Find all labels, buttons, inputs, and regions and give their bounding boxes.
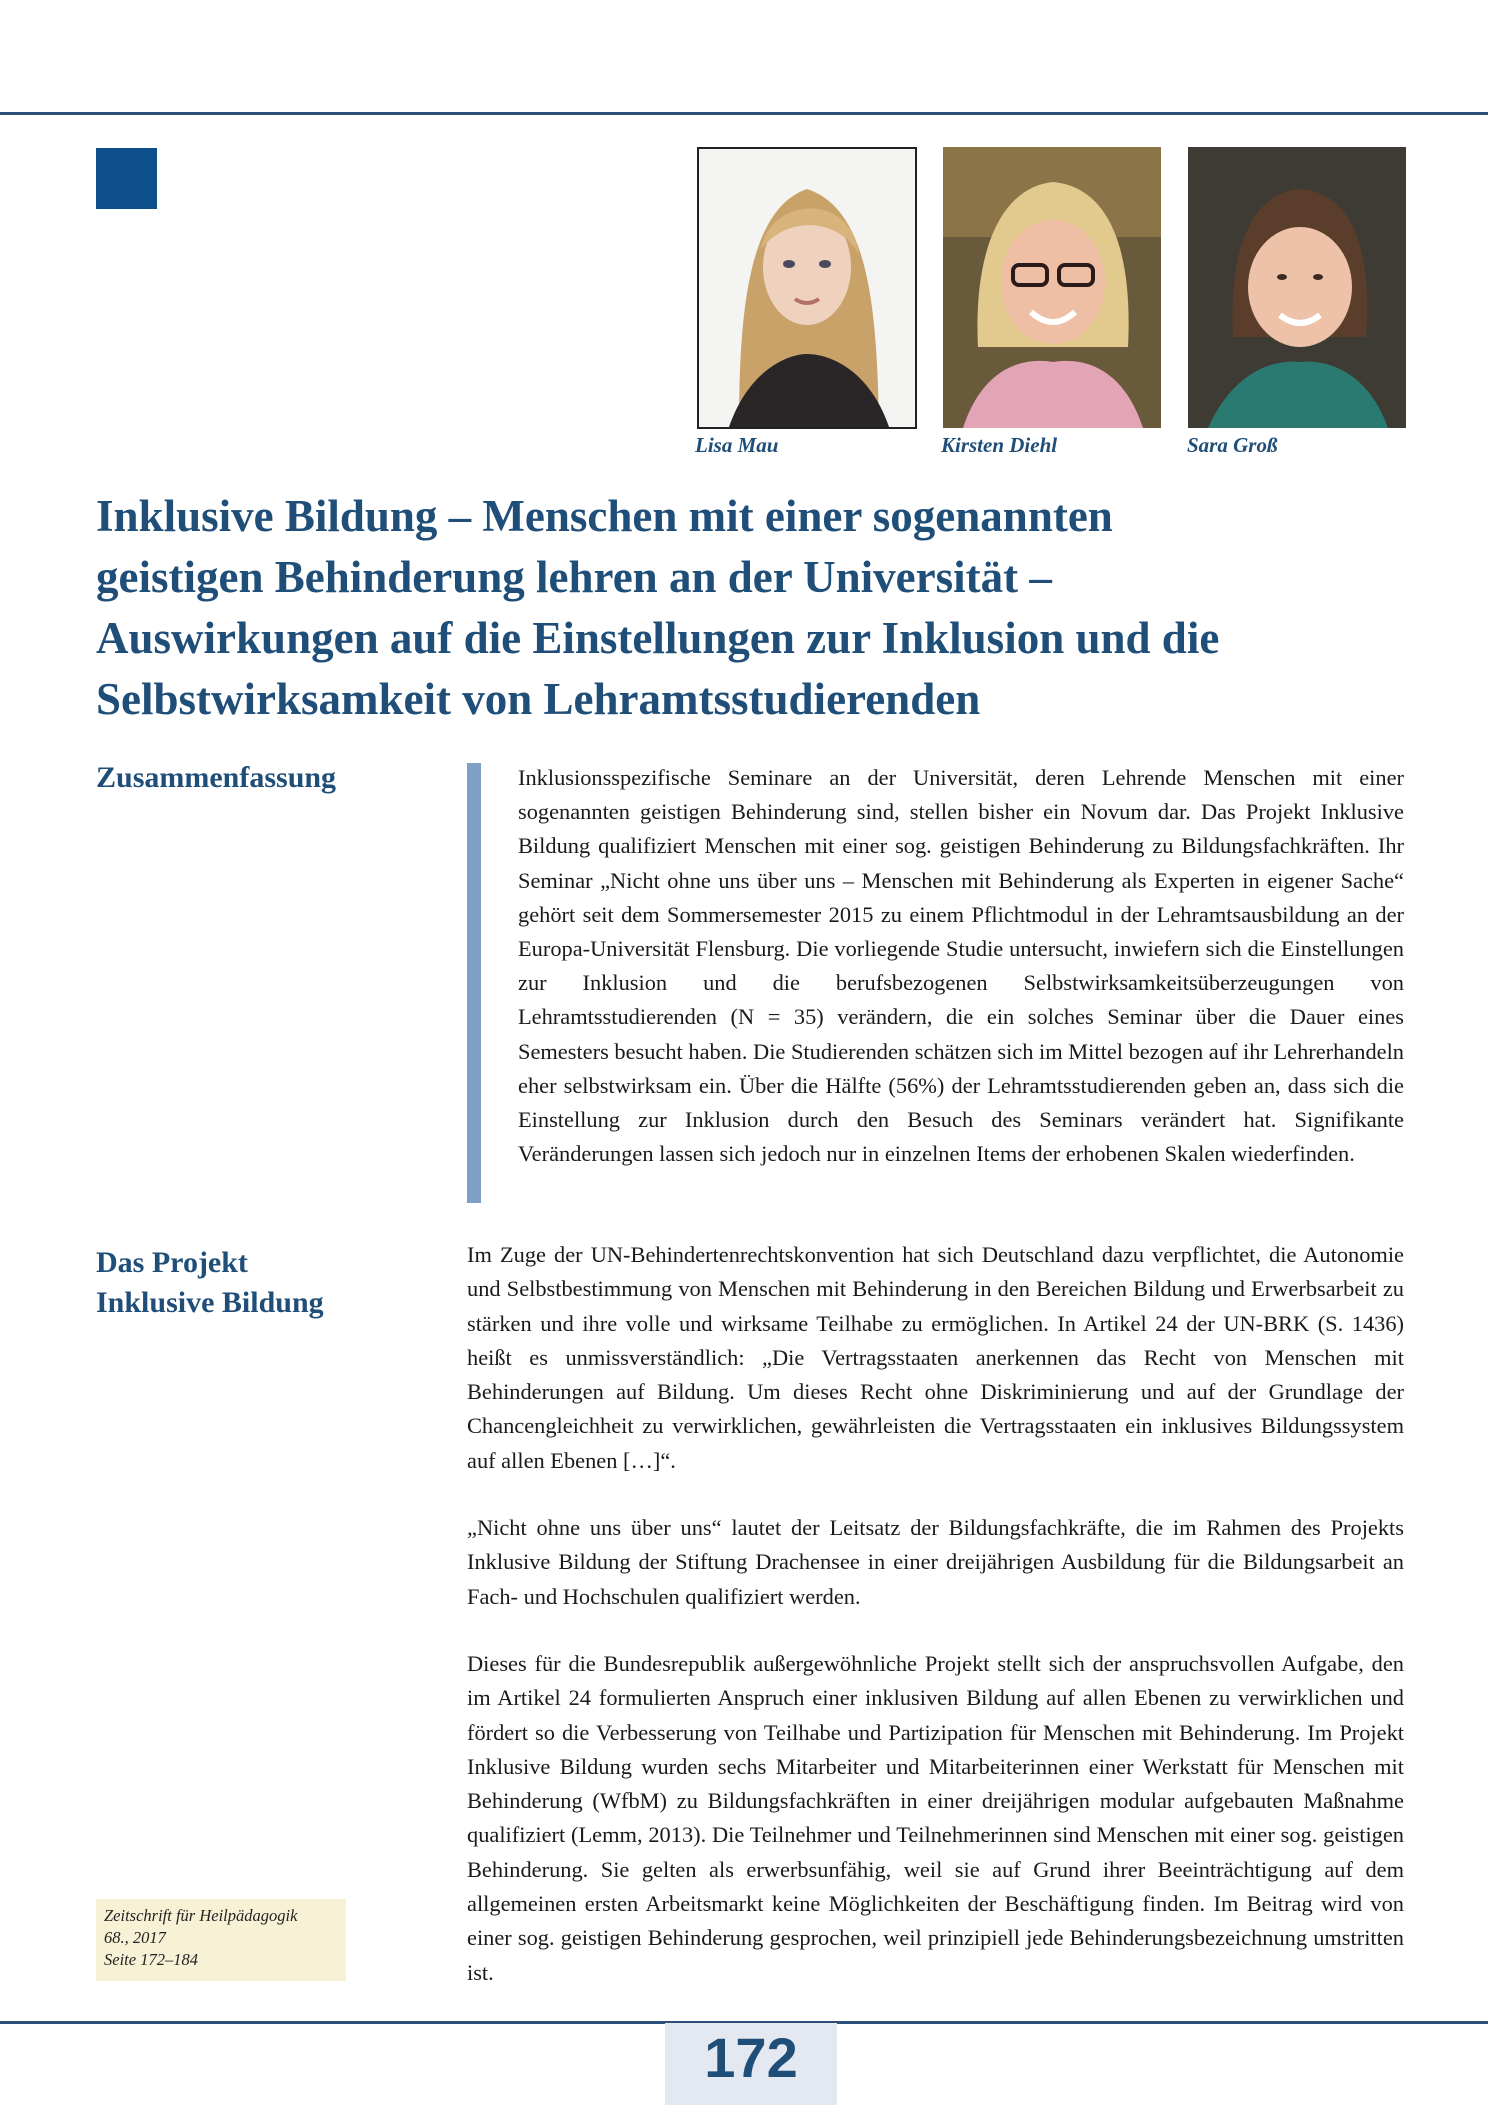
section-heading-line: Das Projekt [96,1246,248,1279]
title-line: Inklusive Bildung – Menschen mit einer sogenannten [96,491,1113,541]
article-title [96,486,1426,730]
abstract-accent-bar [467,763,481,1203]
citation-journal: Zeitschrift für Heilpädagogik [104,1906,298,1925]
page-number: 172 [665,2023,837,2105]
section-heading-line: Inklusive Bildung [96,1286,324,1319]
section-marker-square [96,148,157,209]
author-caption: Sara Groß [1187,433,1278,457]
author-photo-kirsten-diehl [943,147,1161,428]
abstract-text: Inklusionsspezifische Seminare an der Universität, deren Lehrende Menschen mit einer sogenannten geistigen Behinderung sind, stellen bisher ein Novum dar. Das Projekt Inklusive Bildung qualifiziert Menschen mit einer sog. geistigen Behinderung zu Bildungsfachkräften. Ihr Seminar „Nicht ohne uns über uns – Menschen mit Behinderung als Experten in eigener Sache“ gehört seit dem Sommersemester 2015 zu einem Pflichtmodul in der Lehramtsausbildung an der Europa-Universität Flensburg. Die vorliegende Studie untersucht, inwiefern sich die Einstellungen zur Inklusion und die berufsbezogenen Selbstwirksamkeitsüberzeugungen von Lehramtsstudierenden (N = 35) verändern, die ein solches Seminar über die Dauer eines Semesters besucht haben. Die Studierenden schätzen sich im Mittel bezogen auf ihr Lehrerhandeln eher selbstwirksam ein. Über die Hälfte (56%) der Lehramtsstudierenden geben an, dass sich die Einstellung zur Inklusion durch den Besuch des Seminars verändert hat. Signifikante Veränderungen lassen sich jedoch nur in einzelnen Items der erhobenen Skalen wiederfinden. [518,765,1404,1167]
title-line: Auswirkungen auf die Einstellungen zur Inklusion und die [96,613,1220,663]
citation-volume: 68., 2017 [104,1928,166,1947]
author-photo-sara-gross [1188,147,1406,428]
body-paragraph: Dieses für die Bundesrepublik außergewöhnliche Projekt stellt sich der anspruchsvollen Aufgabe, den im Artikel 24 formulierten Anspruch einer inklusiven Bildung auf allen Ebenen zu verwirklichen und fördert so die Verbesserung von Teilhabe und Partizipation für Menschen mit Behinderung. Im Projekt Inklusive Bildung wurden sechs Mitarbeiter und Mitarbeiterinnen einer Werkstatt für Menschen mit Behinderung (WfbM) zu Bildungsfachkräften in einer dreijährigen modular aufgebauten Maßnahme qualifiziert (Lemm, 2013). Die Teilnehmer und Teilnehmerinnen sind Menschen mit einer sog. geistigen Behinderung. Sie gelten als erwerbsunfähig, weil sie auf Grund ihrer Beeinträchtigung auf dem allgemeinen ersten Arbeitsmarkt keine Möglichkeiten der Beschäftigung finden. Im Beitrag wird von einer sog. geistigen Behinderung gesprochen, weil prinzipiell jede Behinderungsbezeichnung umstritten ist. [467,1651,1404,1985]
body-paragraph: „Nicht ohne uns über uns“ lautet der Leitsatz der Bildungsfachkräfte, die im Rahmen des Projekts Inklusive Bildung der Stiftung Drachensee in einer dreijährigen Ausbildung für die Bildungsarbeit an Fach- und Hochschulen qualifiziert werden. [467,1515,1404,1609]
top-rule [0,112,1488,115]
title-line: geistigen Behinderung lehren an der Universität – [96,552,1052,602]
author-caption: Lisa Mau [695,433,779,457]
body-paragraph: Im Zuge der UN-Behindertenrechtskonvention hat sich Deutschland dazu verpflichtet, die Autonomie und Selbstbestimmung von Menschen mit Behinderung in den Bereichen Bildung und Erwerbsarbeit zu stärken und ihre volle und wirksame Teilhabe zu ermöglichen. In Artikel 24 der UN-BRK (S. 1436) heißt es unmissverständlich: „Die Vertragsstaaten anerkennen das Recht von Menschen mit Behinderungen auf Bildung. Um dieses Recht ohne Diskriminierung und auf der Grundlage der Chancengleichheit zu verwirklichen, gewährleisten die Vertragsstaaten ein inklusives Bildungssystem auf allen Ebenen […]“. [467,1242,1404,1473]
author-photo-lisa-mau [697,147,917,429]
citation-pages: Seite 172–184 [104,1950,198,1969]
author-caption: Kirsten Diehl [941,433,1058,457]
section-heading [96,1243,324,1323]
journal-citation-box [96,1899,346,1981]
title-line: Selbstwirksamkeit von Lehramtsstudierenden [96,674,981,724]
abstract-heading: Zusammenfassung [96,761,337,794]
